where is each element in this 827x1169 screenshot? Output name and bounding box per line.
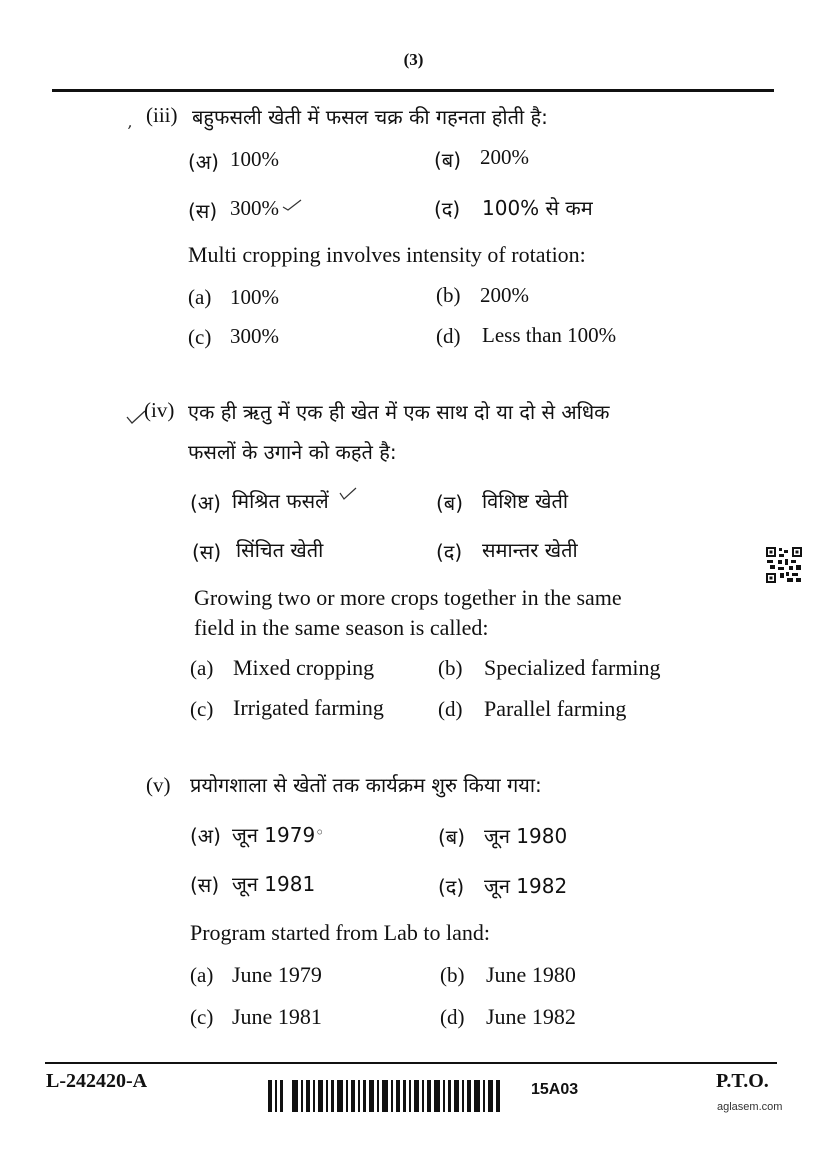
option-label: (c) — [190, 1005, 214, 1029]
option-label: (b) — [440, 963, 465, 987]
option-label: (c) — [188, 325, 212, 349]
option-label: (स) — [192, 540, 222, 564]
option-text: June 1980 — [486, 962, 576, 987]
option-label: (d) — [440, 1005, 465, 1029]
option-text: जून 1982 — [484, 874, 568, 898]
option-label: (अ) — [190, 824, 221, 848]
barcode-icon — [268, 1080, 500, 1112]
option-label: (अ) — [188, 150, 219, 174]
pto-label: P.T.O. — [716, 1070, 769, 1092]
question-number: (v) — [146, 773, 171, 797]
option-text: Specialized farming — [484, 655, 661, 680]
option-text: June 1982 — [486, 1004, 576, 1029]
option-label: (ब) — [436, 491, 464, 515]
option-label: (अ) — [190, 491, 221, 515]
question-text-english: field in the same season is called: — [194, 615, 489, 640]
pen-mark: , — [128, 112, 134, 131]
question-text-english: Program started from Lab to land: — [190, 920, 490, 945]
question-number: (iv) — [144, 398, 175, 422]
paper-code: L-242420-A — [46, 1070, 148, 1092]
option-text: 200% — [480, 145, 529, 169]
tick-mark-icon — [282, 198, 302, 212]
option-label: (द) — [436, 540, 463, 564]
option-text: समान्तर खेती — [482, 538, 578, 562]
option-text: 100% से कम — [482, 196, 593, 220]
option-label: (ब) — [438, 825, 466, 849]
question-text-hindi: प्रयोगशाला से खेतों तक कार्यक्रम शुरु किया गया: — [190, 773, 542, 797]
question-number: (iii) — [146, 103, 178, 127]
pen-mark: ◦ — [315, 823, 325, 842]
qr-code-icon — [766, 547, 802, 583]
option-label: (c) — [190, 697, 214, 721]
option-text: मिश्रित फसलें — [232, 489, 329, 513]
page-number: (3) — [403, 50, 424, 69]
header-rule — [52, 89, 774, 92]
option-text: 100% — [230, 285, 279, 309]
option-text: 300% — [230, 196, 279, 220]
option-label: (ब) — [434, 148, 462, 172]
option-label: (d) — [436, 324, 461, 348]
option-text: 300% — [230, 324, 279, 348]
question-text-hindi: एक ही ऋतु में एक ही खेत में एक साथ दो या दो से अधिक — [188, 400, 610, 424]
option-label: (द) — [438, 875, 465, 899]
option-text: Less than 100% — [482, 323, 617, 347]
option-text: जून 1980 — [484, 824, 568, 848]
website-watermark: aglasem.com — [717, 1101, 783, 1113]
option-text: विशिष्ट खेती — [482, 489, 569, 513]
option-label: (स) — [188, 199, 218, 223]
option-label: (स) — [190, 873, 220, 897]
option-text: सिंचित खेती — [236, 538, 324, 562]
option-text: June 1979 — [232, 962, 322, 987]
option-text: जून 1979 — [232, 823, 316, 847]
option-text: Mixed cropping — [233, 655, 375, 680]
option-label: (b) — [436, 283, 461, 307]
option-label: (द) — [434, 197, 461, 221]
tick-mark-icon — [339, 487, 357, 501]
question-text-english: Growing two or more crops together in the same — [194, 585, 622, 610]
option-text: जून 1981 — [232, 872, 316, 896]
question-text-hindi: बहुफसली खेती में फसल चक्र की गहनता होती है: — [192, 105, 548, 129]
option-text: Irrigated farming — [233, 695, 384, 720]
option-label: (b) — [438, 656, 463, 680]
footer-rule — [45, 1062, 777, 1064]
option-label: (a) — [190, 656, 214, 680]
option-label: (a) — [190, 963, 214, 987]
option-text: 200% — [480, 283, 529, 307]
series-code: 15A03 — [531, 1081, 579, 1098]
option-text: Parallel farming — [484, 696, 627, 721]
option-text: 100% — [230, 147, 279, 171]
option-label: (a) — [188, 285, 212, 309]
tick-mark-icon — [126, 409, 146, 425]
option-text: June 1981 — [232, 1004, 322, 1029]
question-text-english: Multi cropping involves intensity of rotation: — [188, 242, 586, 267]
option-label: (d) — [438, 697, 463, 721]
question-text-hindi: फसलों के उगाने को कहते है: — [188, 440, 397, 464]
